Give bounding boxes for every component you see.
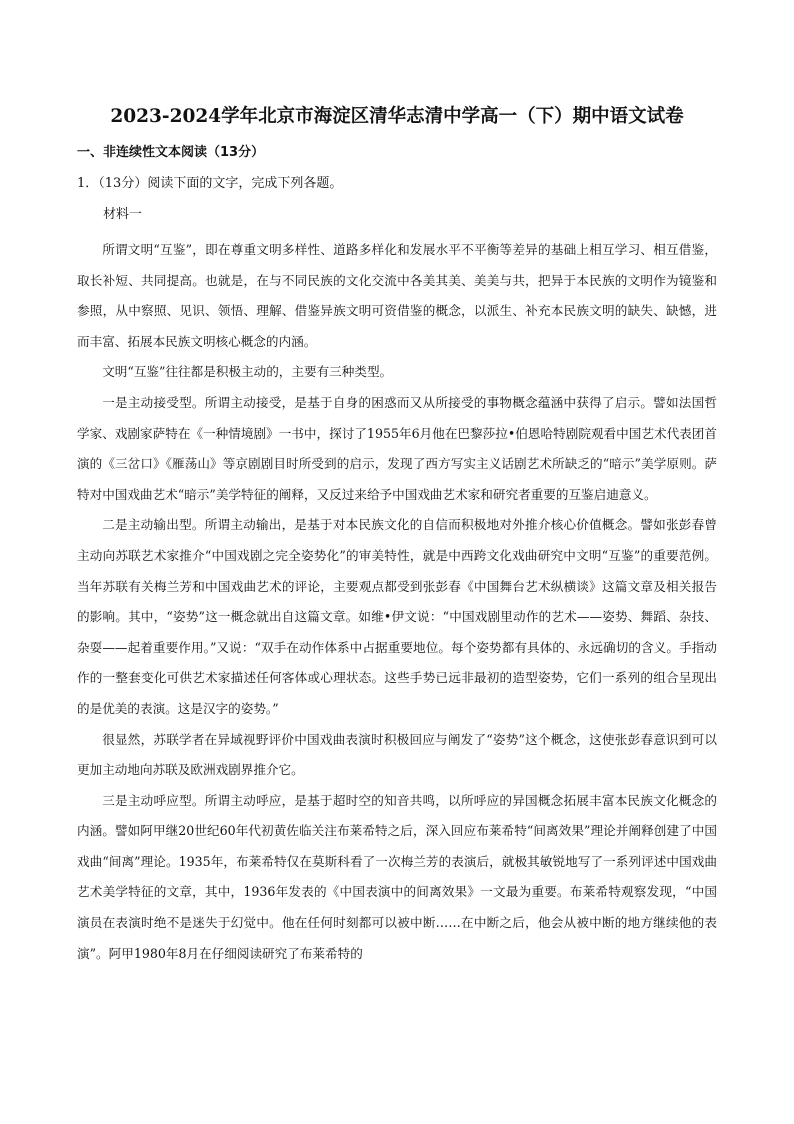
- paragraph-active-output: 二是主动输出型。所谓主动输出，是基于对本民族文化的自信而积极地对外推介核心价值概念。譬如张彭春曾主动向苏联艺术家推介“中国戏剧之完全姿势化”的审美特性，就是中西跨文化戏曲研究中文明“互鉴”的重要范例。当年苏联有关梅兰芳和中国戏曲艺术的评论，主要观点都受到张彭春《中国舞台艺术纵横谈》这篇文章及相关报告的影响。其中，“姿势”这一概念就出自这篇文章。如维•伊文说：“中国戏剧里动作的艺术——姿势、舞蹈、杂技、杂耍——起着重要作用。”又说：“双手在动作体系中占据重要地位。每个姿势都有具体的、永远确切的含义。手指动作的一整套变化可供艺术家描述任何客体或心理状态。这些手势已远非最初的造型姿势，它们一系列的组合呈现出的是优美的表演。这是汉字的姿势。”: [77, 517, 717, 716]
- question-intro: 1．（13分）阅读下面的文字，完成下列各题。: [77, 176, 343, 191]
- paragraph-definition: 所谓文明“互鉴”，即在尊重文明多样性、道路多样化和发展水平不平衡等差异的基础上相互学习、相互借鉴，取长补短、共同提高。也就是，在与不同民族的文化交流中各美其美、美美与共，把异于本民族的文明作为镜鉴和参照，从中察照、见识、领悟、理解、借鉴异族文明可资借鉴的概念，以派生、补充本民族文明的缺失、缺憾，进而丰富、拓展本民族文明核心概念的内涵。: [77, 242, 717, 349]
- paragraph-active-acceptance: 一是主动接受型。所谓主动接受，是基于自身的困惑而又从所接受的事物概念蕴涵中获得了启示。譬如法国哲学家、戏剧家萨特在《一种情境剧》一书中，探讨了1955年6月他在巴黎莎拉•伯恩哈特剧院观看中国艺术代表团首演的《三岔口》《雁荡山》等京剧剧目时所受到的启示，发现了西方写实主义话剧艺术所缺乏的“暗示”美学原则。萨特对中国戏曲艺术“暗示”美学特征的阐释，又反过来给予中国戏曲艺术家和研究者重要的互鉴启迪意义。: [77, 394, 717, 502]
- page-title: 2023-2024学年北京市海淀区清华志清中学高一（下）期中语文试卷: [110, 106, 684, 127]
- section-heading: 一、非连续性文本阅读（13分）: [77, 145, 265, 160]
- material-label: 材料一: [103, 207, 143, 222]
- paragraph-types-intro: 文明“互鉴”往往都是积极主动的，主要有三种类型。: [102, 364, 393, 380]
- article-body: [77, 235, 717, 969]
- paragraph-soviet-response: 很显然，苏联学者在异域视野评价中国戏曲表演时积极回应与阐发了“姿势”这个概念，这使张彭春意识到可以更加主动地向苏联及欧洲戏剧界推介它。: [77, 731, 717, 778]
- paragraph-active-echo: 三是主动呼应型。所谓主动呼应，是基于超时空的知音共鸣，以所呼应的异国概念拓展丰富本民族文化概念的内涵。譬如阿甲继20世纪60年代初黄佐临关注布莱希特之后，深入回应布莱希特“间离效果”理论并阐释创建了中国戏曲“间离”理论。1935年，布莱希特仅在莫斯科看了一次梅兰芳的表演后，就极其敏锐地写了一系列评述中国戏曲艺术美学特征的文章，其中，1936年发表的《中国表演中的间离效果》一文最为重要。布莱希特观察发现，“中国演员在表演时绝不是迷失于幻觉中。他在任何时刻都可以被中断……在中断之后，他会从被中断的地方继续他的表演”。阿甲1980年8月在仔细阅读研究了布莱希特的: [77, 792, 717, 961]
